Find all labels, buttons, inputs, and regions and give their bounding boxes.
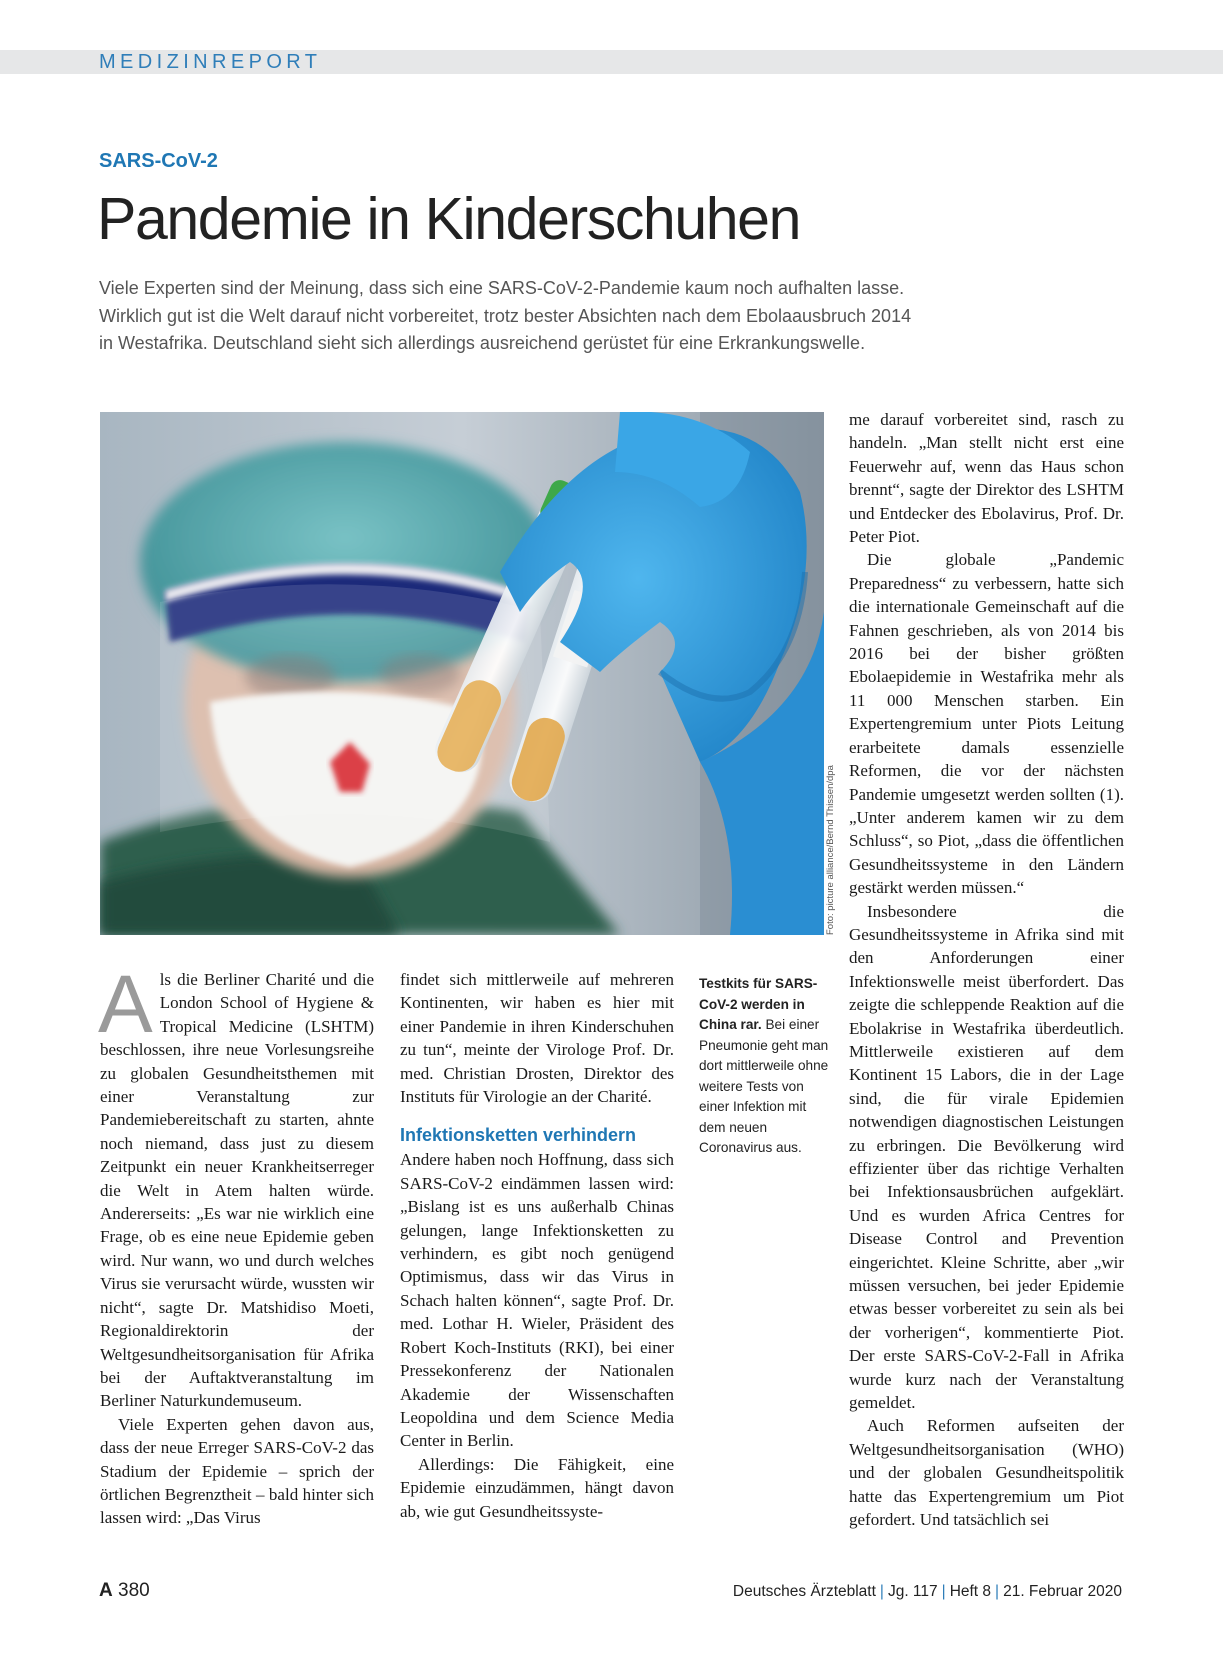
- article-paragraph: findet sich mittlerweile auf mehreren Kontinenten, wir haben es hier mit einer Pandemie in ihren Kinderschuhen zu tun“, meinte der Virologe Prof. Dr. med. Christian Drosten, Direktor des Instituts für Virologie an der Charité.: [400, 970, 674, 1107]
- section-subhead: Infektionsketten verhindern: [400, 1125, 637, 1146]
- article-paragraph: Viele Experten gehen davon aus, dass der neue Erreger SARS-CoV-2 das Stadium der Epidemie – sprich der örtlichen Begrenztheit – bald hinter sich lassen wird: „Das Virus: [100, 1414, 374, 1528]
- article-paragraph: Die globale „Pandemic Preparedness“ zu verbessern, hatte sich die internationale Gemeinschaft auf die Fahnen geschrieben, als von 2014 bis 2016 bei der bisher größten Ebolaepidemie in Westafrika mehr als 11 000 Menschen starben. Ein Expertengremium unter Piots Leitung erarbeitete damals essenzielle Reformen, die vor der nächsten Pandemie umgesetzt werden sollten (1). „Unter anderem kamen wir zu dem Schluss“, so Piot, „dass die öffentlichen Gesundheitssysteme in den Ländern gestärkt werden müssen.“: [849, 550, 1124, 898]
- footer-separator: |: [879, 1583, 884, 1600]
- article-paragraph: Insbesondere die Gesundheitssysteme in Afrika sind mit den Anforderungen einer Infektionswelle meist überfordert. Das zeigte die schleppende Reaktion auf die Ebolakrise in Westafrika überdeutlich. Mittlerweile existieren auf dem Kontinent 15 Labors, die in der Lage sind, die für virale Epidemien notwendigen diagnostischen Leistungen zu erbringen. Die Bevölkerung wird effizienter über das richtige Verhalten bei Infektionsausbrüchen aufgeklärt. Und es wurden Africa Centres for Disease Control and Prevention eingerichtet. Kleine Schritte, aber „wir müssen versuchen, bei jeder Epidemie etwas besser vorbereitet zu sein als bei der vorherigen“, kommentierte Piot. Der erste SARS-CoV-2-Fall in Afrika wurde kurz nach der Veranstaltung gemeldet.: [849, 901, 1124, 1413]
- photo-illustration: [100, 412, 824, 935]
- article-paragraph: Allerdings: Die Fähigkeit, eine Epidemie einzudämmen, hängt davon ab, wie gut Gesundheitssyste-: [400, 1454, 674, 1521]
- section-label: MEDIZINREPORT: [99, 51, 322, 73]
- article-paragraph: me darauf vorbereitet sind, rasch zu handeln. „Man stellt nicht erst eine Feuerwehr auf, wenn das Haus schon brennt“, sagte der Direktor des LSHTM und Entdecker des Ebolavirus, Prof. Dr. Peter Piot.: [849, 410, 1124, 547]
- page-number-value: 380: [112, 1580, 150, 1601]
- journal-date: 21. Februar 2020: [1003, 1583, 1122, 1600]
- page-number: [99, 1580, 150, 1602]
- lead-line: Viele Experten sind der Meinung, dass sich eine SARS-CoV-2-Pandemie kaum noch aufhalten lasse.: [99, 278, 905, 298]
- article-paragraph: Auch Reformen aufseiten der Weltgesundheitsorganisation (WHO) und der globalen Gesundheitspolitik hatte das Expertengremium um Piot gefordert. Und tatsächlich sei: [849, 1416, 1124, 1530]
- journal-footer: [733, 1583, 1122, 1601]
- photo-credit: Foto: picture alliance/Bernd Thissen/dpa: [825, 765, 836, 935]
- dropcap: A: [98, 959, 153, 1050]
- journal-issue: Heft 8: [949, 1583, 992, 1600]
- article-paragraph: Andere haben noch Hoffnung, dass sich SARS-CoV-2 eindämmen lassen wird: „Bislang ist es uns außerhalb Chinas gelungen, lange Infektionsketten zu verhindern, es gibt noch genügend Optimismus, dass wir das Virus in Schach halten können“, sagte Prof. Dr. med. Lothar H. Wieler, Präsident des Robert Koch-Instituts (RKI), bei einer Pressekonferenz der Nationalen Akademie der Wissenschaften Leopoldina und dem Science Media Center in Berlin.: [400, 1150, 674, 1451]
- journal-name: Deutsches Ärzteblatt: [732, 1583, 876, 1600]
- photo-caption: [699, 974, 831, 1159]
- article-paragraph: [98, 959, 374, 1413]
- paragraph-text: ls die Berliner Charité und die London School of Hygiene & Tropical Medicine (LSHTM) beschlossen, ihre neue Vorlesungsreihe zu globalen Gesundheitsthemen mit einer Veranstaltung zur Pandemiebereitschaft zu starten, ahnte noch niemand, dass just zu diesem Zeitpunkt ein neuer Krankheitserreger die Welt in Atem halten würde. Andererseits: „Es war nie wirklich eine Frage, ob es eine neue Epidemie geben wird. Nur wann, wo und durch welches Virus sie verursacht würde, wussten wir nicht“, sagte Dr. Matshidiso Moeti, Regionaldirektorin der Weltgesundheitsorganisation für Afrika bei der Auftaktveranstaltung im Berliner Naturkundemuseum.: [100, 970, 374, 1411]
- caption-text: Bei einer Pneumonie geht man dort mittlerweile ohne weitere Tests von einer Infektion mit dem neuen Coronavirus aus.: [699, 1017, 829, 1155]
- caption-bold: Testkits für SARS-CoV-2 werden in China rar.: [699, 976, 818, 1032]
- lead-line: Wirklich gut ist die Welt darauf nicht vorbereitet, trotz bester Absichten nach dem Ebolaausbruch 2014: [99, 305, 912, 326]
- footer-separator: |: [995, 1583, 1000, 1600]
- journal-volume: Jg. 117: [887, 1583, 938, 1600]
- article-photo: [100, 412, 824, 935]
- footer-separator: |: [941, 1583, 946, 1600]
- article-column-4: [849, 408, 1124, 1532]
- article-kicker: SARS-CoV-2: [99, 150, 218, 172]
- article-column-2: [400, 968, 674, 1523]
- lead-line: in Westafrika. Deutschland sieht sich allerdings ausreichend gerüstet für eine Erkrankungswelle.: [99, 333, 866, 353]
- article-lead: [99, 275, 1099, 358]
- article-title: Pandemie in Kinderschuhen: [97, 186, 800, 252]
- page-prefix: A: [99, 1580, 113, 1601]
- article-column-1: [98, 959, 374, 1530]
